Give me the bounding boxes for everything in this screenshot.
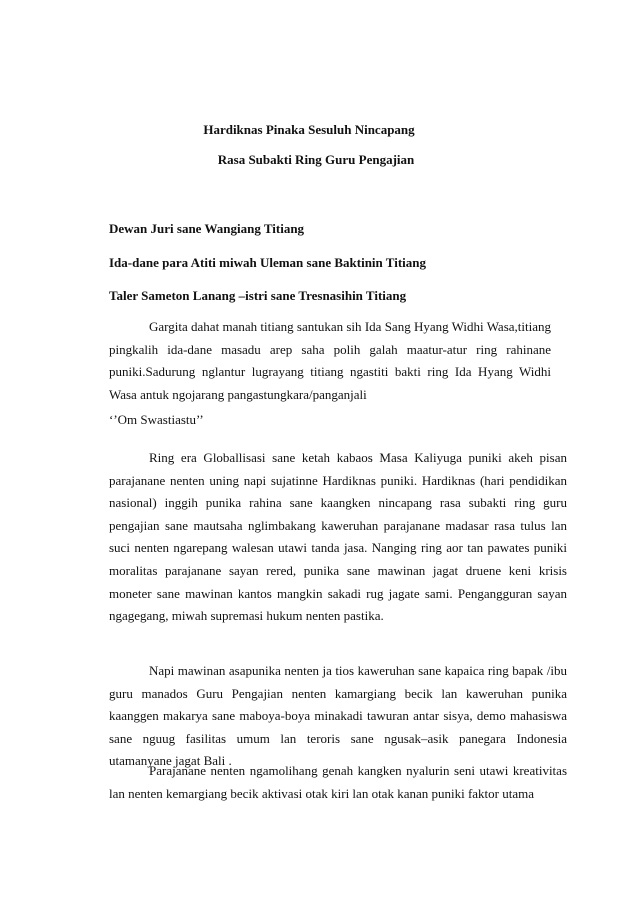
greeting-line: ‘’Om Swastiastu’’ [109, 412, 204, 427]
body-paragraph-2: Ring era Globallisasi sane ketah kabaos Masa Kaliyuga puniki akeh pisan parajanane nenten uning napi sujatinne Hardiknas puniki. Hardiknas (hari pendidikan nasional) inggih punika rahina sane kaangken nincapang rasa subakti ring guru pengajian sane mautsaha nglimbakang kaweruhan parajanane madasar rasa tulus lan suci nenten ngarepang walesan utawi tanda jasa. Nanging ring aor tan pawates puniki moralitas parajanane sayan rered, punika sane mawinan jagat druene keni krisis moneter sane mawinan kantos mangkin sakadi rug jagate sami. Pengangguran sayan ngagegang, miwah supremasi hukum nenten pastika. [109, 450, 567, 624]
body-paragraph-4: Parajanane nenten ngamolihang genah kangken nyalurin seni utawi kreativitas lan nenten kemargiang becik aktivasi otak kiri lan otak kanan puniki faktor utama [109, 763, 567, 801]
body-paragraph-3: Napi mawinan asapunika nenten ja tios kaweruhan sane kapaica ring bapak /ibu guru manados Guru Pengajian nenten kamargiang becik lan kaweruhan punika kaanggen makarya sane maboya-boya minakadi tawuran antar sisya, demo mahasiswa sane nguug fasilitas umum lan teroris sane ngusak–asik panegara Indonesia utamanyane jagat Bali . [109, 663, 567, 769]
salutation-jury: Dewan Juri sane Wangiang Titiang [109, 221, 305, 236]
intro-paragraph: Gargita dahat manah titiang santukan sih Ida Sang Hyang Widhi Wasa,titiang pingkalih ida-dane masadu arep saha polih galah maatur-atur ring rahinane puniki.Sadurung nglantur lugrayang titiang ngastiti bakti ring Ida Hyang Widhi Wasa antuk ngojarang pangastungkara/panganjali [109, 319, 551, 402]
document-title-line-1: Hardiknas Pinaka Sesuluh Nincapang [203, 122, 415, 137]
document-title-line-2: Rasa Subakti Ring Guru Pengajian [217, 152, 415, 167]
salutation-guests: Ida-dane para Atiti miwah Uleman sane Baktinin Titiang [109, 255, 426, 270]
salutation-friends: Taler Sameton Lanang –istri sane Tresnasihin Titiang [109, 288, 407, 303]
